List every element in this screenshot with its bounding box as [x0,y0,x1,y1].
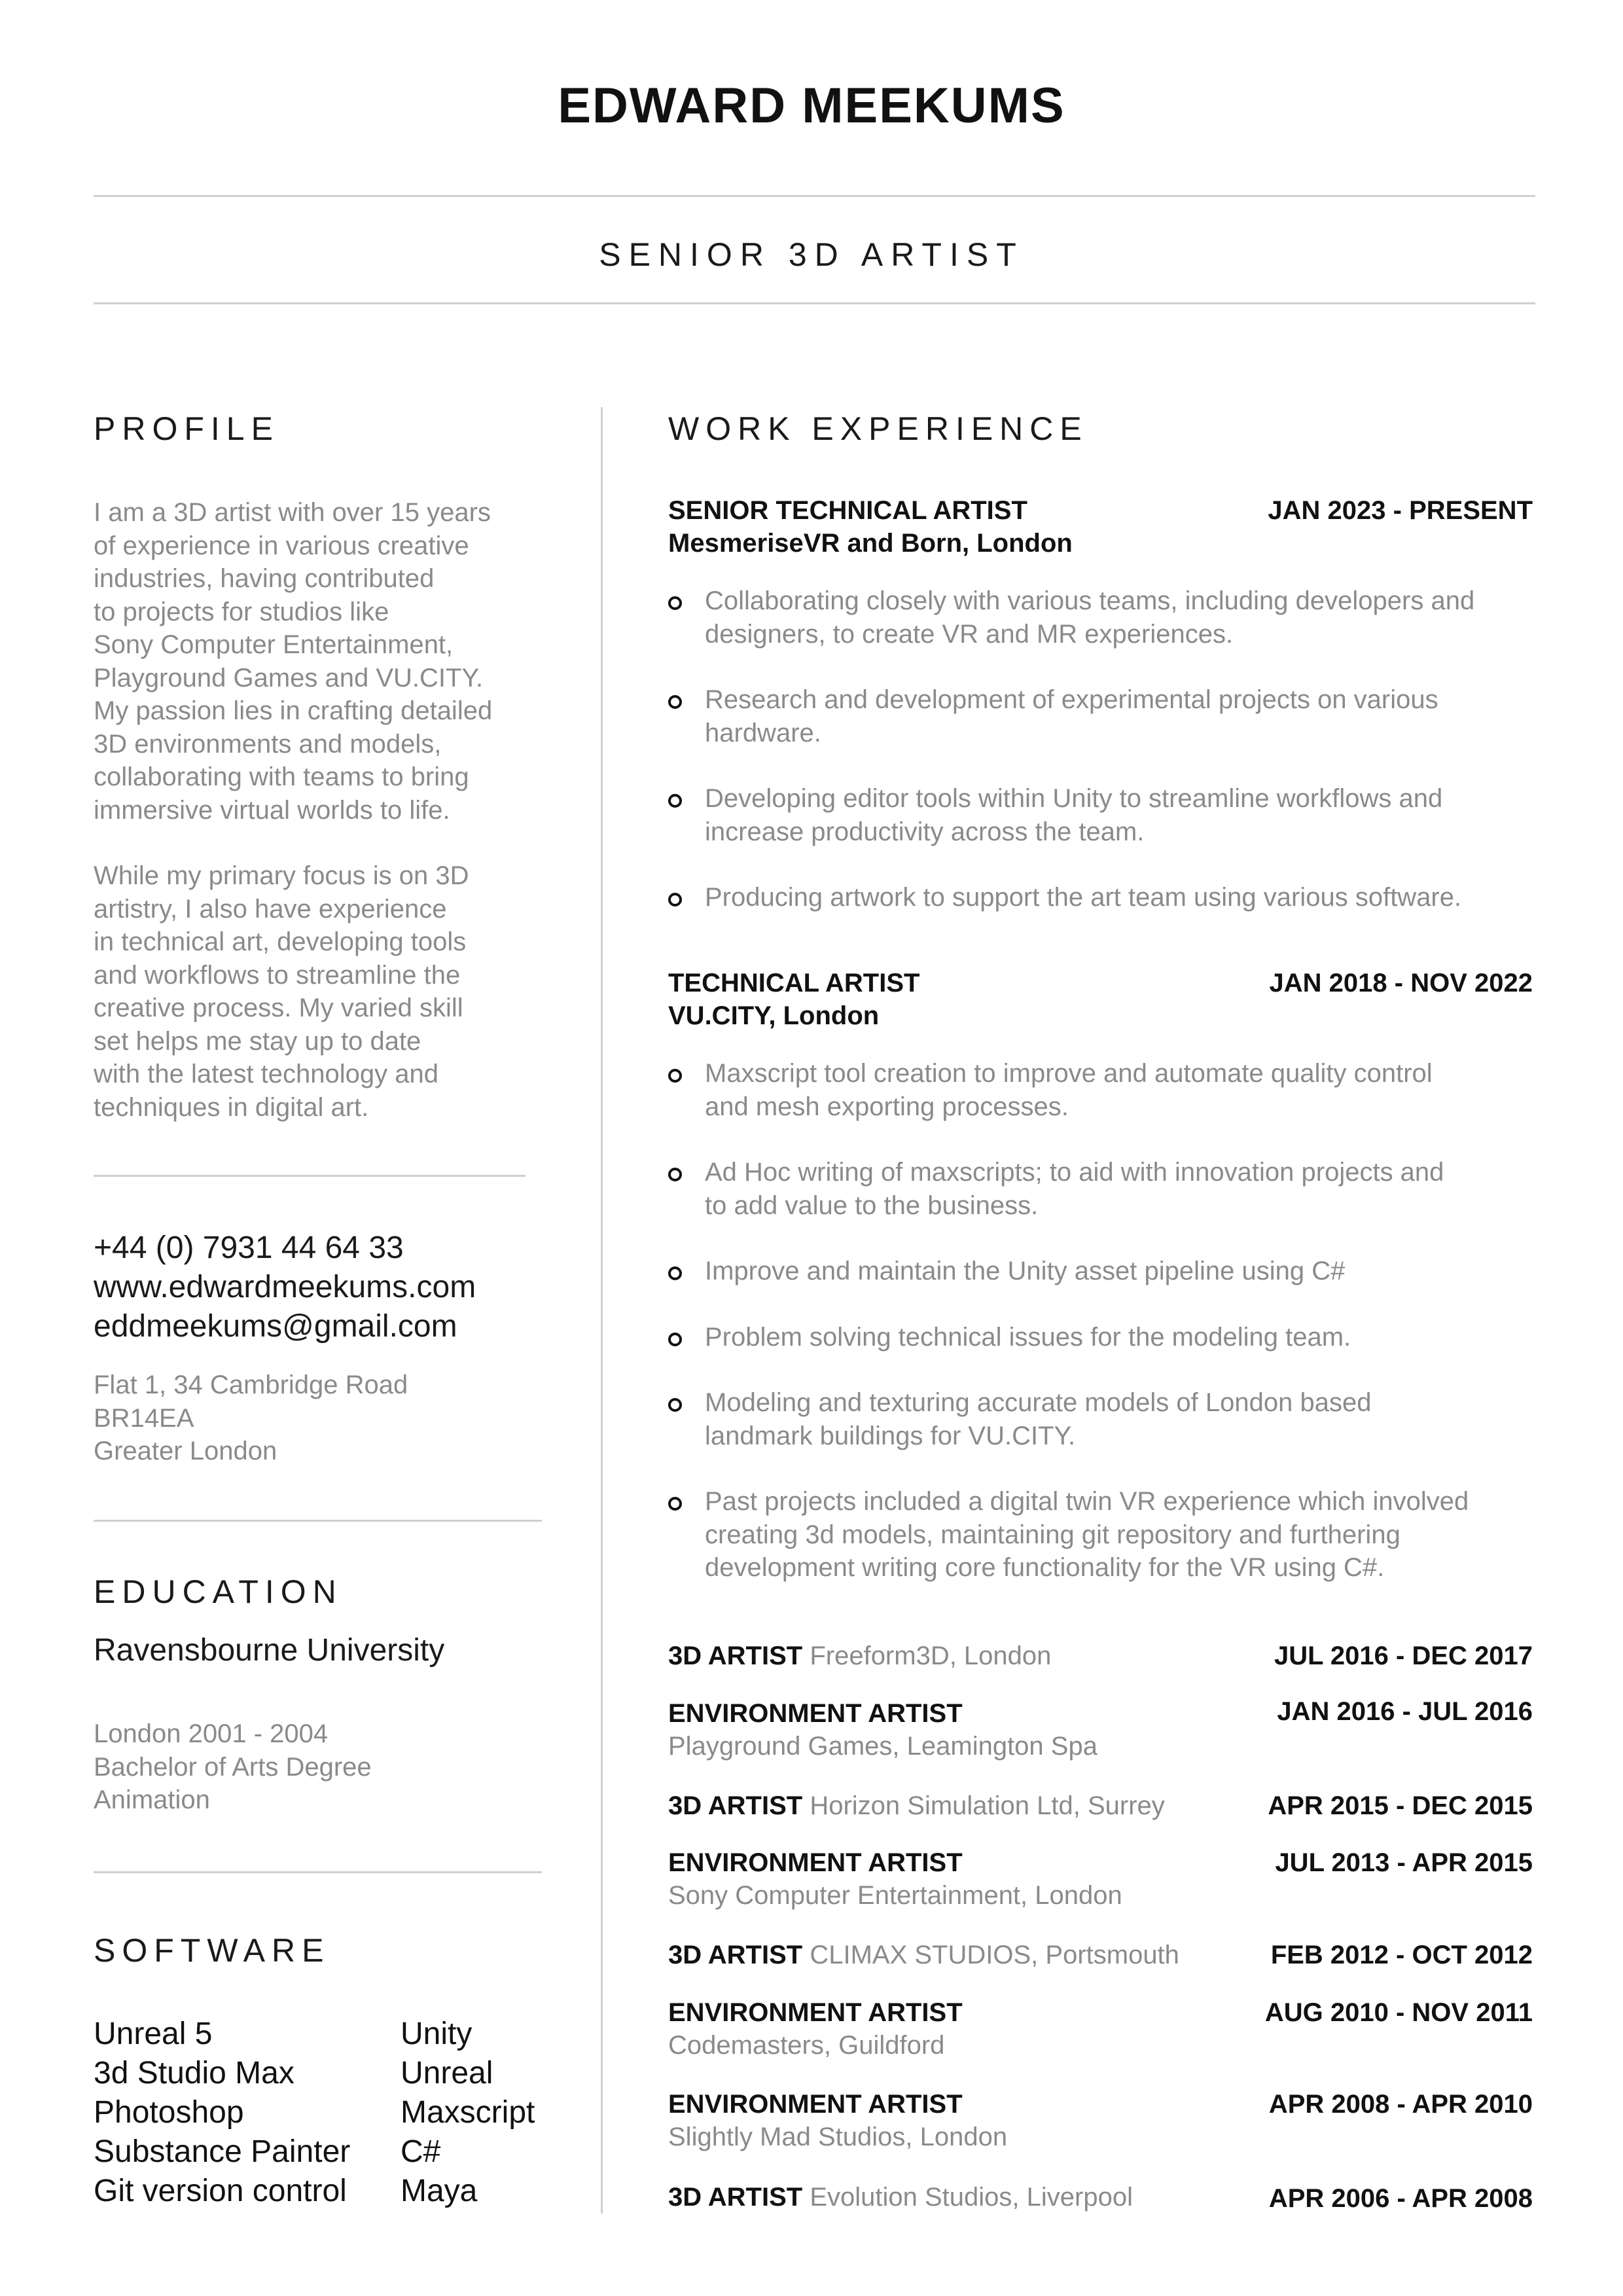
bullet-ring-icon [668,1266,682,1280]
bullet-ring-icon [668,1069,682,1083]
profile-heading: PROFILE [94,410,279,447]
bullet-ring-icon [668,1168,682,1181]
education-detail-line: London 2001 - 2004 [94,1719,329,1748]
address-line: Greater London [94,1437,277,1465]
job-bullet: Producing artwork to support the art team using various software. [668,881,1556,914]
past-role [668,1791,1165,1821]
bullet-ring-icon [668,1333,682,1346]
header-divider-bottom [94,302,1535,304]
past-role-title: ENVIRONMENT ARTIST [668,1699,963,1728]
bullet-ring-icon [668,695,682,709]
job-bullet: Research and development of experimental projects on various hardware. [668,683,1556,749]
software-item: C# [401,2134,441,2169]
contact-block [94,1229,476,1346]
job-bullet: Improve and maintain the Unity asset pipeline using C# [668,1255,1556,1288]
past-role [668,2183,1133,2212]
past-role [668,1941,1179,1970]
job-bullet: Developing editor tools within Unity to streamline workflows and increase productivity across the team. [668,782,1556,848]
job-bullet: Maxscript tool creation to improve and automate quality control and mesh exporting processes. [668,1057,1556,1123]
past-role-title: 3D ARTIST [668,1941,803,1969]
software-item: Unity [401,2017,473,2051]
past-role-title: 3D ARTIST [668,2183,803,2212]
education-school: Ravensbourne University [94,1633,445,1668]
software-item: Maxscript [401,2095,535,2130]
job-headline: SENIOR 3D ARTIST [599,236,1024,273]
past-role-date: JUL 2016 - DEC 2017 [1274,1641,1533,1670]
software-item: Unreal [401,2056,493,2090]
job-bullets [668,1057,1556,1617]
job-date: JAN 2018 - NOV 2022 [1269,969,1533,997]
job-bullet: Ad Hoc writing of maxscripts; to aid with innovation projects and to add value to the business. [668,1156,1556,1222]
job-bullet: Modeling and texturing accurate models of London based landmark buildings for VU.CITY. [668,1386,1556,1452]
education-detail-line: Animation [94,1785,210,1814]
address-line: BR14EA [94,1403,194,1433]
bullet-ring-icon [668,893,682,906]
job-bullet: Collaborating closely with various teams, including developers and designers, to create VR and MR experiences. [668,584,1556,651]
profile-paragraph-1: I am a 3D artist with over 15 years of experience in various creative industries, having contributed to projects for studios like Sony Computer Entertainment, Playground Games and VU.CITY. My passion lies in crafting detailed 3D environments and models, collaborating with teams to bring immersive virtual worlds to life. [94,498,493,825]
past-role-company: Sony Computer Entertainment, London [668,1881,1122,1910]
education-divider [94,1871,542,1873]
job-date: JAN 2023 - PRESENT [1268,496,1533,525]
bullet-ring-icon [668,1398,682,1412]
bullet-ring-icon [668,596,682,610]
past-role [668,1641,1051,1671]
past-role-company: Slightly Mad Studios, London [668,2123,1008,2151]
profile-paragraph-2: While my primary focus is on 3D artistry, I also have experience in technical art, developing tools and workflows to streamline the creative process. My varied skill set helps me stay up to date with the latest technology and techniques in digital art. [94,861,469,1122]
past-role-date: APR 2008 - APR 2010 [1268,2090,1533,2119]
phone-number[interactable]: +44 (0) 7931 44 64 33 [94,1230,404,1265]
contact-divider [94,1520,542,1522]
past-role-date: FEB 2012 - OCT 2012 [1270,1941,1533,1969]
past-role-title: 3D ARTIST [668,1641,803,1670]
bullet-ring-icon [668,794,682,808]
profile-text [94,496,565,1124]
job-bullet: Problem solving technical issues for the modeling team. [668,1321,1556,1354]
past-role-company: Horizon Simulation Ltd, Surrey [810,1791,1165,1820]
past-role-company: Evolution Studios, Liverpool [810,2183,1133,2212]
profile-divider [94,1175,526,1177]
past-role-company: Codemasters, Guildford [668,2031,945,2060]
job-title: TECHNICAL ARTIST [668,969,920,997]
software-heading: SOFTWARE [94,1932,330,1969]
past-role-date: JAN 2016 - JUL 2016 [1277,1697,1533,1726]
bullet-ring-icon [668,1497,682,1511]
website-link[interactable]: www.edwardmeekums.com [94,1270,476,1304]
software-list-2 [401,2015,535,2211]
candidate-name: EDWARD MEEKUMS [558,78,1065,134]
job-bullet: Past projects included a digital twin VR experience which involved creating 3d models, maintaining git repository and furthering development writing core functionality for the VR using C#. [668,1485,1556,1585]
past-role-company: Freeform3D, London [810,1641,1052,1670]
education-heading: EDUCATION [94,1573,343,1610]
past-role-date: APR 2015 - DEC 2015 [1268,1791,1533,1820]
software-item: Git version control [94,2174,347,2208]
job-company: MesmeriseVR and Born, London [668,529,1073,558]
past-role-date: JUL 2013 - APR 2015 [1275,1848,1533,1877]
past-role-title: 3D ARTIST [668,1791,803,1820]
column-divider [601,407,603,2214]
email-link[interactable]: eddmeekums@gmail.com [94,1309,457,1344]
header-divider-top [94,195,1535,197]
past-role-date: APR 2006 - APR 2008 [1268,2184,1533,2213]
job-title: SENIOR TECHNICAL ARTIST [668,496,1027,525]
education-details [94,1717,372,1817]
software-item: 3d Studio Max [94,2056,294,2090]
software-item: Maya [401,2174,478,2208]
address-line: Flat 1, 34 Cambridge Road [94,1371,408,1399]
job-company: VU.CITY, London [668,1001,880,1030]
past-role-company: CLIMAX STUDIOS, Portsmouth [810,1941,1179,1969]
past-role-title: ENVIRONMENT ARTIST [668,2090,963,2119]
address-block [94,1369,408,1468]
past-role-company: Playground Games, Leamington Spa [668,1732,1097,1761]
software-list-1 [94,2015,350,2211]
software-item: Substance Painter [94,2134,351,2169]
past-role-date: AUG 2010 - NOV 2011 [1264,1998,1533,2027]
education-detail-line: Bachelor of Arts Degree [94,1752,372,1782]
software-item: Photoshop [94,2095,244,2130]
software-item: Unreal 5 [94,2017,213,2051]
past-role-title: ENVIRONMENT ARTIST [668,1848,963,1877]
job-bullets [668,584,1556,947]
work-heading: WORK EXPERIENCE [668,410,1088,447]
past-role-title: ENVIRONMENT ARTIST [668,1998,963,2027]
